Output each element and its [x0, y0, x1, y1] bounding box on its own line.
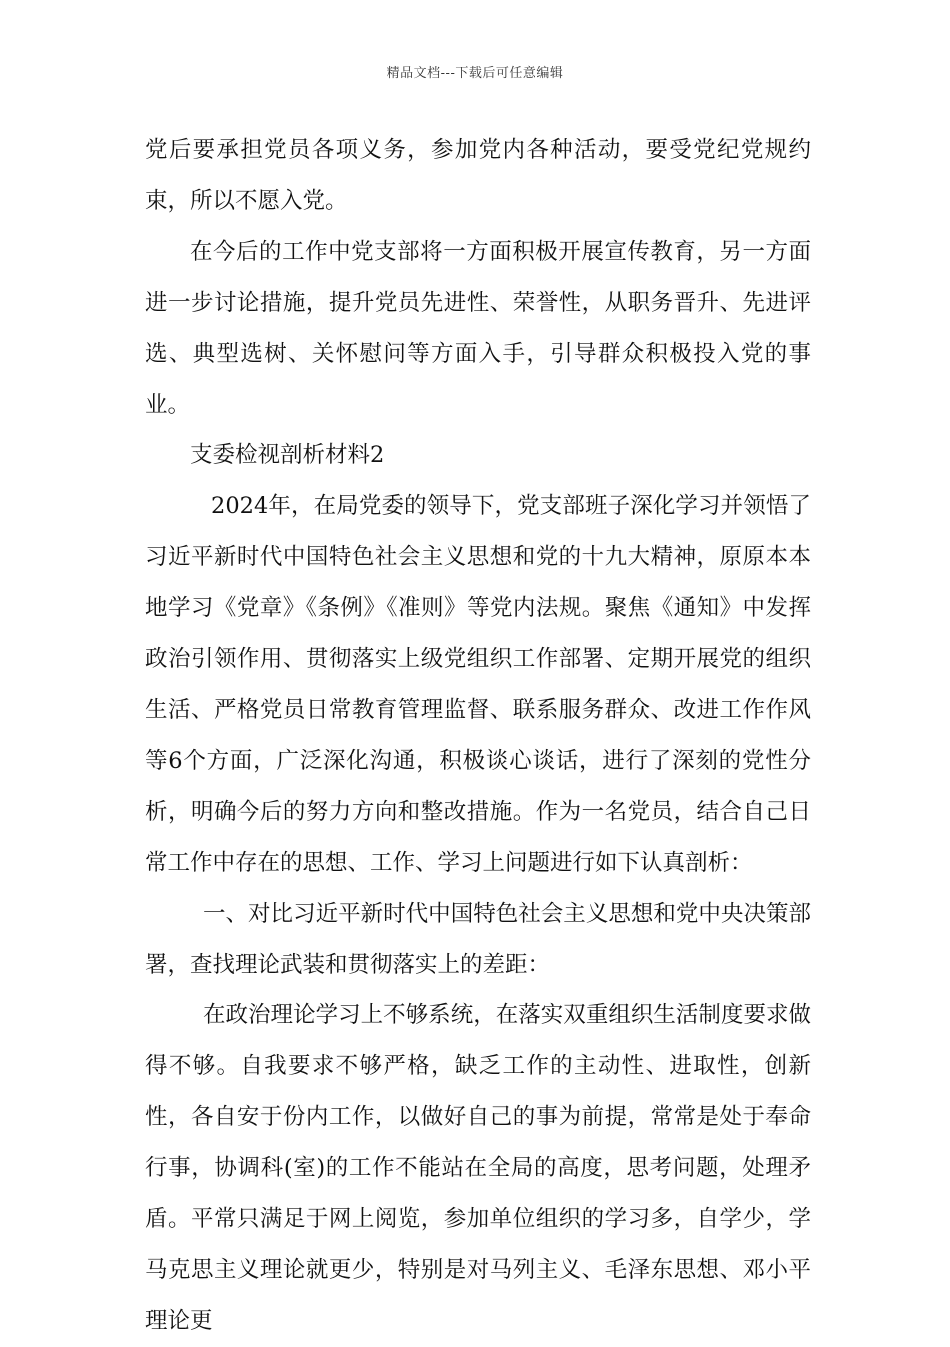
list-heading: 一、对比习近平新时代中国特色社会主义思想和党中央决策部署，查找理论武装和贯彻落实上的差距：: [145, 900, 811, 978]
paragraph-continuation: 党后要承担党员各项义务，参加党内各种活动，要受党纪党规约束，所以不愿入党。: [145, 137, 811, 214]
document-body: [145, 125, 811, 1347]
paragraph: 在政治理论学习上不够系统，在落实双重组织生活制度要求做得不够。自我要求不够严格，缺乏工作的主动性、进取性，创新性，各自安于份内工作，以做好自己的事为前提，常常是处于奉命行事，协调科(室)的工作不能站在全局的高度，思考问题，处理矛盾。平常只满足于网上阅览，参加单位组织的学习多，自学少，学马克思主义理论就更少，特别是对马列主义、毛泽东思想、邓小平理论更: [145, 1002, 811, 1334]
section-heading: 支委检视剖析材料2: [190, 442, 385, 469]
document-header-watermark: 精品文档---下载后可任意编辑: [386, 66, 564, 81]
paragraph: 2024年，在局党委的领导下，党支部班子深化学习并领悟了习近平新时代中国特色社会主义思想和党的十九大精神，原原本本地学习《党章》《条例》《准则》等党内法规。聚焦《通知》中发挥政治引领作用、贯彻落实上级党组织工作部署、定期开展党的组织生活、严格党员日常教育管理监督、联系服务群众、改进工作作风等6个方面，广泛深化沟通，积极谈心谈话，进行了深刻的党性分析，明确今后的努力方向和整改措施。作为一名党员，结合自己日常工作中存在的思想、工作、学习上问题进行如下认真剖析：: [145, 493, 811, 876]
paragraph: 在今后的工作中党支部将一方面积极开展宣传教育，另一方面进一步讨论措施，提升党员先进性、荣誉性，从职务晋升、先进评选、典型选树、关怀慰问等方面入手，引导群众积极投入党的事业。: [145, 238, 811, 418]
